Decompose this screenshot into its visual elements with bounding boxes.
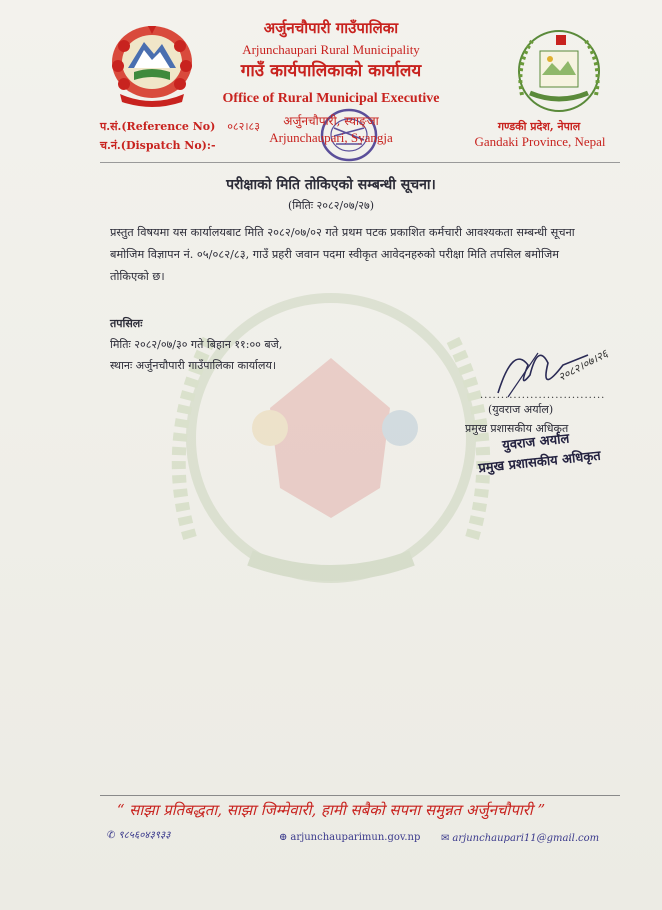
signatory-name: (युवराज अर्याल) (488, 403, 554, 416)
phone-icon: ✆ (107, 830, 116, 841)
notice-details (110, 313, 470, 376)
dispatch-number: च.नं.(Dispatch No):- (100, 139, 216, 152)
notice-date: (मितिः २०८२/०७/२७) (287, 199, 375, 212)
mail-icon: ✉ (441, 833, 450, 844)
notice-body: प्रस्तुत विषयमा यस कार्यालयबाट मिति २०८२/०७/०२ गते प्रथम पटक प्रकाशित कर्मचारी आवश्यकता सम्बन्धी सूचना बमोजिम विज्ञापन नं. ०५/०८२/८३, गाउँ प्रहरी जवान पदमा स्वीकृत आवेदनहरुको परीक्षा मिति तपसिल बमोजिम तोकिएको छ। (110, 226, 575, 283)
notice-title: परीक्षाको मिति तोकिएको सम्बन्धी सूचना। (226, 177, 436, 193)
website-link[interactable]: arjunchauparimun.gov.np (290, 832, 421, 843)
email-link[interactable]: arjunchaupari11@gmail.com (452, 833, 600, 844)
footer-slogan: “ साझा प्रतिबद्धता, साझा जिम्मेवारी, हामी सबैको सपना समुन्नत अर्जुनचौपारी ” (116, 801, 546, 819)
details-label: तपसिलः (110, 317, 143, 330)
globe-icon: ⊕ (279, 832, 288, 843)
signature-line: .............................. (480, 390, 606, 401)
header-address-np: अर्जुनचौपारी, स्याङ्जा (283, 114, 379, 128)
signature-date: २०८२।०७।२६ (556, 347, 610, 384)
footer-website[interactable] (279, 832, 420, 843)
reference-number (100, 119, 260, 134)
phone-number: ९८५६०४३९३३ (118, 830, 171, 841)
footer-divider (100, 795, 620, 796)
header-municipality-en: Arjunchaupari Rural Municipality (242, 42, 420, 57)
details-place: स्थानः अर्जुनचौपारी गाउँपालिका कार्यालय। (110, 359, 277, 372)
header-office-np: गाउँ कार्यपालिकाको कार्यालय (240, 61, 422, 81)
header-municipality-np: अर्जुनचौपारी गाउँपालिका (263, 19, 399, 37)
footer-phone (107, 827, 170, 841)
province-np: गण्डकी प्रदेश, नेपाल (497, 120, 581, 133)
reference-value: ०८२।८३ (227, 120, 260, 133)
header-address-en: Arjunchaupari, Syangja (269, 130, 393, 145)
name-stamp: युवराज अर्याल (501, 431, 571, 454)
province-en: Gandaki Province, Nepal (474, 134, 606, 149)
header-divider (100, 162, 620, 163)
signatory-post: प्रमुख प्रशासकीय अधिकृत (465, 422, 569, 435)
reference-label: प.सं.(Reference No) (100, 120, 216, 133)
footer-email[interactable] (441, 833, 599, 844)
details-date: मितिः २०८२/०७/३० गते बिहान ११:०० बजे, (110, 338, 283, 351)
post-stamp: प्रमुख प्रशासकीय अधिकृत (477, 448, 602, 477)
header-office-en: Office of Rural Municipal Executive (222, 91, 440, 106)
